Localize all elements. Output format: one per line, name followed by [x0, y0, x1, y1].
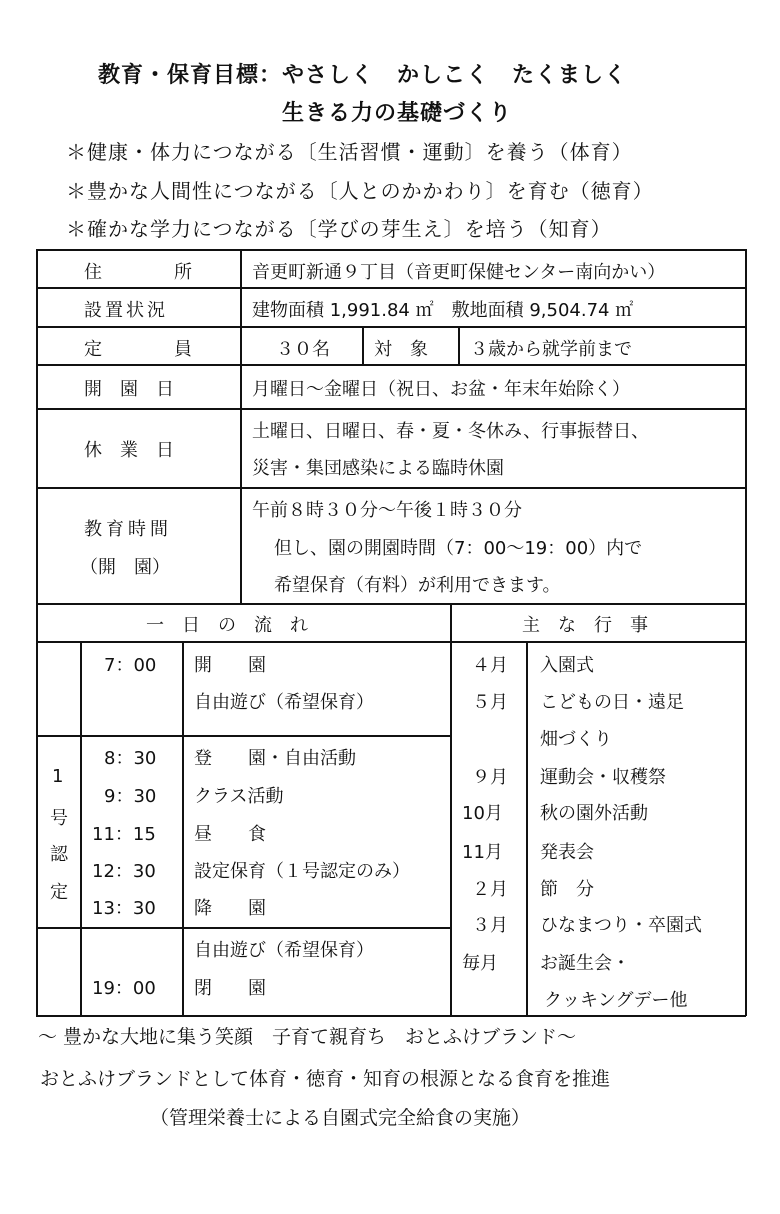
- event-month: ２月: [472, 879, 508, 900]
- address-label: 住 所: [84, 262, 192, 283]
- schedule-time: 7：00: [104, 655, 157, 676]
- schedule-time: 9：30: [104, 786, 157, 807]
- schedule-activity: 自由遊び（希望保育）: [194, 940, 374, 961]
- hours-sublabel: （開 園）: [80, 557, 170, 578]
- event-item: 入園式: [540, 655, 594, 676]
- schedule-activity: クラス活動: [194, 786, 284, 807]
- goal-bullet: ＊確かな学力につながる〔学びの芽生え〕を培う（知育）: [66, 217, 612, 241]
- group-label: 1: [52, 766, 64, 787]
- event-item: 発表会: [540, 842, 594, 863]
- group-label: 定: [50, 882, 68, 903]
- address-value: 音更町新通９丁目（音更町保健センター南向かい）: [252, 262, 666, 283]
- group-label: 号: [50, 808, 68, 829]
- event-month: ５月: [472, 692, 508, 713]
- schedule-time: 13：30: [92, 898, 156, 919]
- events-header: 主 な 行 事: [522, 615, 648, 636]
- footer-note: （管理栄養士による自園式完全給食の実施）: [150, 1107, 531, 1129]
- event-item: ひなまつり・卒園式: [540, 915, 702, 936]
- goal-subtitle: 生きる力の基礎づくり: [282, 101, 513, 126]
- open-days-label: 開 園 日: [84, 379, 174, 400]
- event-month: ４月: [472, 655, 508, 676]
- facility-label: 設置状況: [84, 300, 168, 321]
- schedule-time: 19：00: [92, 978, 156, 999]
- schedule-time: 8：30: [104, 748, 157, 769]
- schedule-activity: 降 園: [194, 898, 266, 919]
- goal-bullet: ＊豊かな人間性につながる〔人とのかかわり〕を育む（徳育）: [66, 179, 654, 203]
- schedule-time: 12：30: [92, 861, 156, 882]
- open-days-value: 月曜日～金曜日（祝日、お盆・年末年始除く）: [252, 379, 630, 400]
- event-month: ３月: [472, 915, 508, 936]
- closed-days-label: 休 業 日: [84, 440, 174, 461]
- target-value: ３歳から就学前まで: [470, 339, 632, 360]
- capacity-label: 定 員: [84, 339, 192, 360]
- event-month: 毎月: [462, 953, 498, 974]
- hours-line: 午前８時３０分～午後１時３０分: [252, 500, 522, 521]
- hours-line: 但し、園の開園時間（7：00～19：00）内で: [274, 538, 643, 559]
- closed-days-line: 土曜日、日曜日、春・夏・冬休み、行事振替日、: [252, 421, 650, 442]
- footer-slogan: ～ 豊かな大地に集う笑顔 子育て親育ち おとふけブランド～: [38, 1026, 577, 1048]
- schedule-activity: 自由遊び（希望保育）: [194, 692, 374, 713]
- hours-label: 教育時間: [84, 519, 172, 540]
- event-item: 運動会・収穫祭: [540, 767, 666, 788]
- schedule-activity: 開 園: [194, 655, 266, 676]
- hours-line: 希望保育（有料）が利用できます。: [274, 575, 561, 596]
- event-item: お誕生会・: [540, 953, 630, 974]
- event-item: 秋の園外活動: [540, 803, 648, 824]
- schedule-activity: 設定保育（１号認定のみ）: [194, 861, 410, 882]
- schedule-header: 一 日 の 流 れ: [146, 615, 308, 636]
- event-item: 畑づくり: [540, 729, 612, 750]
- capacity-value: ３０名: [276, 339, 330, 360]
- goal-title: 教育・保育目標：やさしく かしこく たくましく: [98, 63, 628, 88]
- event-item: 節 分: [540, 879, 594, 900]
- group-label: 認: [50, 844, 68, 865]
- closed-days-line: 災害・集団感染による臨時休園: [252, 458, 504, 479]
- target-label: 対 象: [374, 339, 428, 360]
- event-month: ９月: [472, 767, 508, 788]
- goal-bullet: ＊健康・体力につながる〔生活習慣・運動〕を養う（体育）: [66, 140, 633, 164]
- schedule-activity: 登 園・自由活動: [194, 748, 356, 769]
- footer-text: おとふけブランドとして体育・徳育・知育の根源となる食育を推進: [40, 1068, 611, 1090]
- schedule-activity: 昼 食: [194, 824, 266, 845]
- event-item: クッキングデー他: [544, 990, 688, 1011]
- event-month: 10月: [462, 803, 503, 824]
- facility-value: 建物面積 1,991.84 ㎡ 敷地面積 9,504.74 ㎡: [252, 300, 634, 321]
- schedule-time: 11：15: [92, 824, 156, 845]
- event-month: 11月: [462, 842, 503, 863]
- schedule-activity: 閉 園: [194, 978, 266, 999]
- event-item: こどもの日・遠足: [540, 692, 684, 713]
